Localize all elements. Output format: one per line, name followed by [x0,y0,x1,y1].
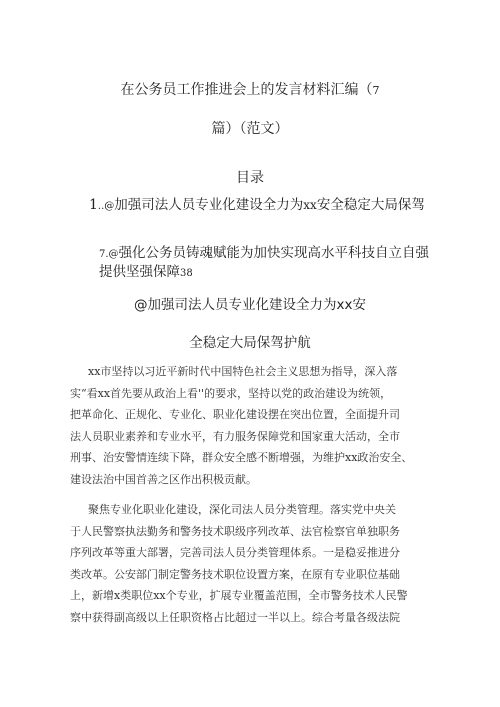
toc-item-1[interactable] [89,193,425,213]
paragraph-1-line: 实“看xx首先要从政治上看''的要求，坚持以党的政治建设为统领， [70,386,392,400]
toc-item-text-serif: xx [303,198,317,212]
toc-heading: 目录 [236,170,264,186]
toc-item-page: 38 [180,268,193,279]
title-suffix: 7 [372,84,380,97]
title-text: 在公务员工作推进会上的发言材料汇编（ [120,82,373,98]
paragraph-2-line: 上，新增x类职位xx个专业，扩展专业覆盖范围，全市警务技术人民警 [70,589,408,603]
paragraph-2-line: 察中获得副高级以上任职资格占比超过一半以上。综合考量各级法院 [70,611,400,624]
toc-item-text: 强化公务员铸魂赋能为加快实现高水平科技自立自强 [118,245,430,261]
toc-item-text-line2: 提供坚强保障 [99,264,180,280]
toc-item-2[interactable] [99,241,429,261]
document-title-line-2: 篇）（范文） [211,121,289,137]
paragraph-1-line: 刑事、治安警情连续下降，群众安全感不断增强，为维护xx政治安全、 [70,451,413,465]
paragraph-1-line: 法人员职业素养和专业水平，有力服务保障党和国家重大活动，全市 [70,429,400,443]
toc-item-marker: .@ [105,249,119,260]
toc-item-text-tail: 安全稳定大局保驾 [316,197,425,213]
toc-item-number: 7 [99,249,106,260]
document-title-line-1 [0,79,500,99]
toc-item-2-continued[interactable] [99,260,193,280]
toc-item-number: 1 [89,197,98,213]
section-title-line-1: @加强司法人员专业化建设全力为xx安 [134,297,366,313]
paragraph-2-line: 聚焦专业化职业化建设，深化司法人员分类管理。落实党中央关 [88,503,396,516]
paragraph-1-line: xx市坚持以习近平新时代中国特色社会主义思想为指导，深入落 [88,365,398,378]
paragraph-2-line: 类改革。公安部门制定警务技术职位设置方案，在原有专业职位基础 [70,567,400,581]
paragraph-1-line: 建设法治中国首善之区作出积极贡献。 [70,473,257,486]
section-title-line-2: 全稳定大局保驾护航 [189,335,311,351]
paragraph-1-line: 把革命化、正规化、专业化、职业化建设摆在突出位置，全面提升司 [70,408,400,422]
toc-item-marker: ..@ [97,201,115,212]
paragraph-2-line: 于人民警察执法勤务和警务技术职级序列改革、法官检察官单独职务 [70,524,400,538]
paragraph-2-line: 序列改革等重大部署，完善司法人员分类管理体系。一是稳妥推进分 [70,546,400,560]
toc-item-text: 加强司法人员专业化建设全力为 [114,197,304,213]
